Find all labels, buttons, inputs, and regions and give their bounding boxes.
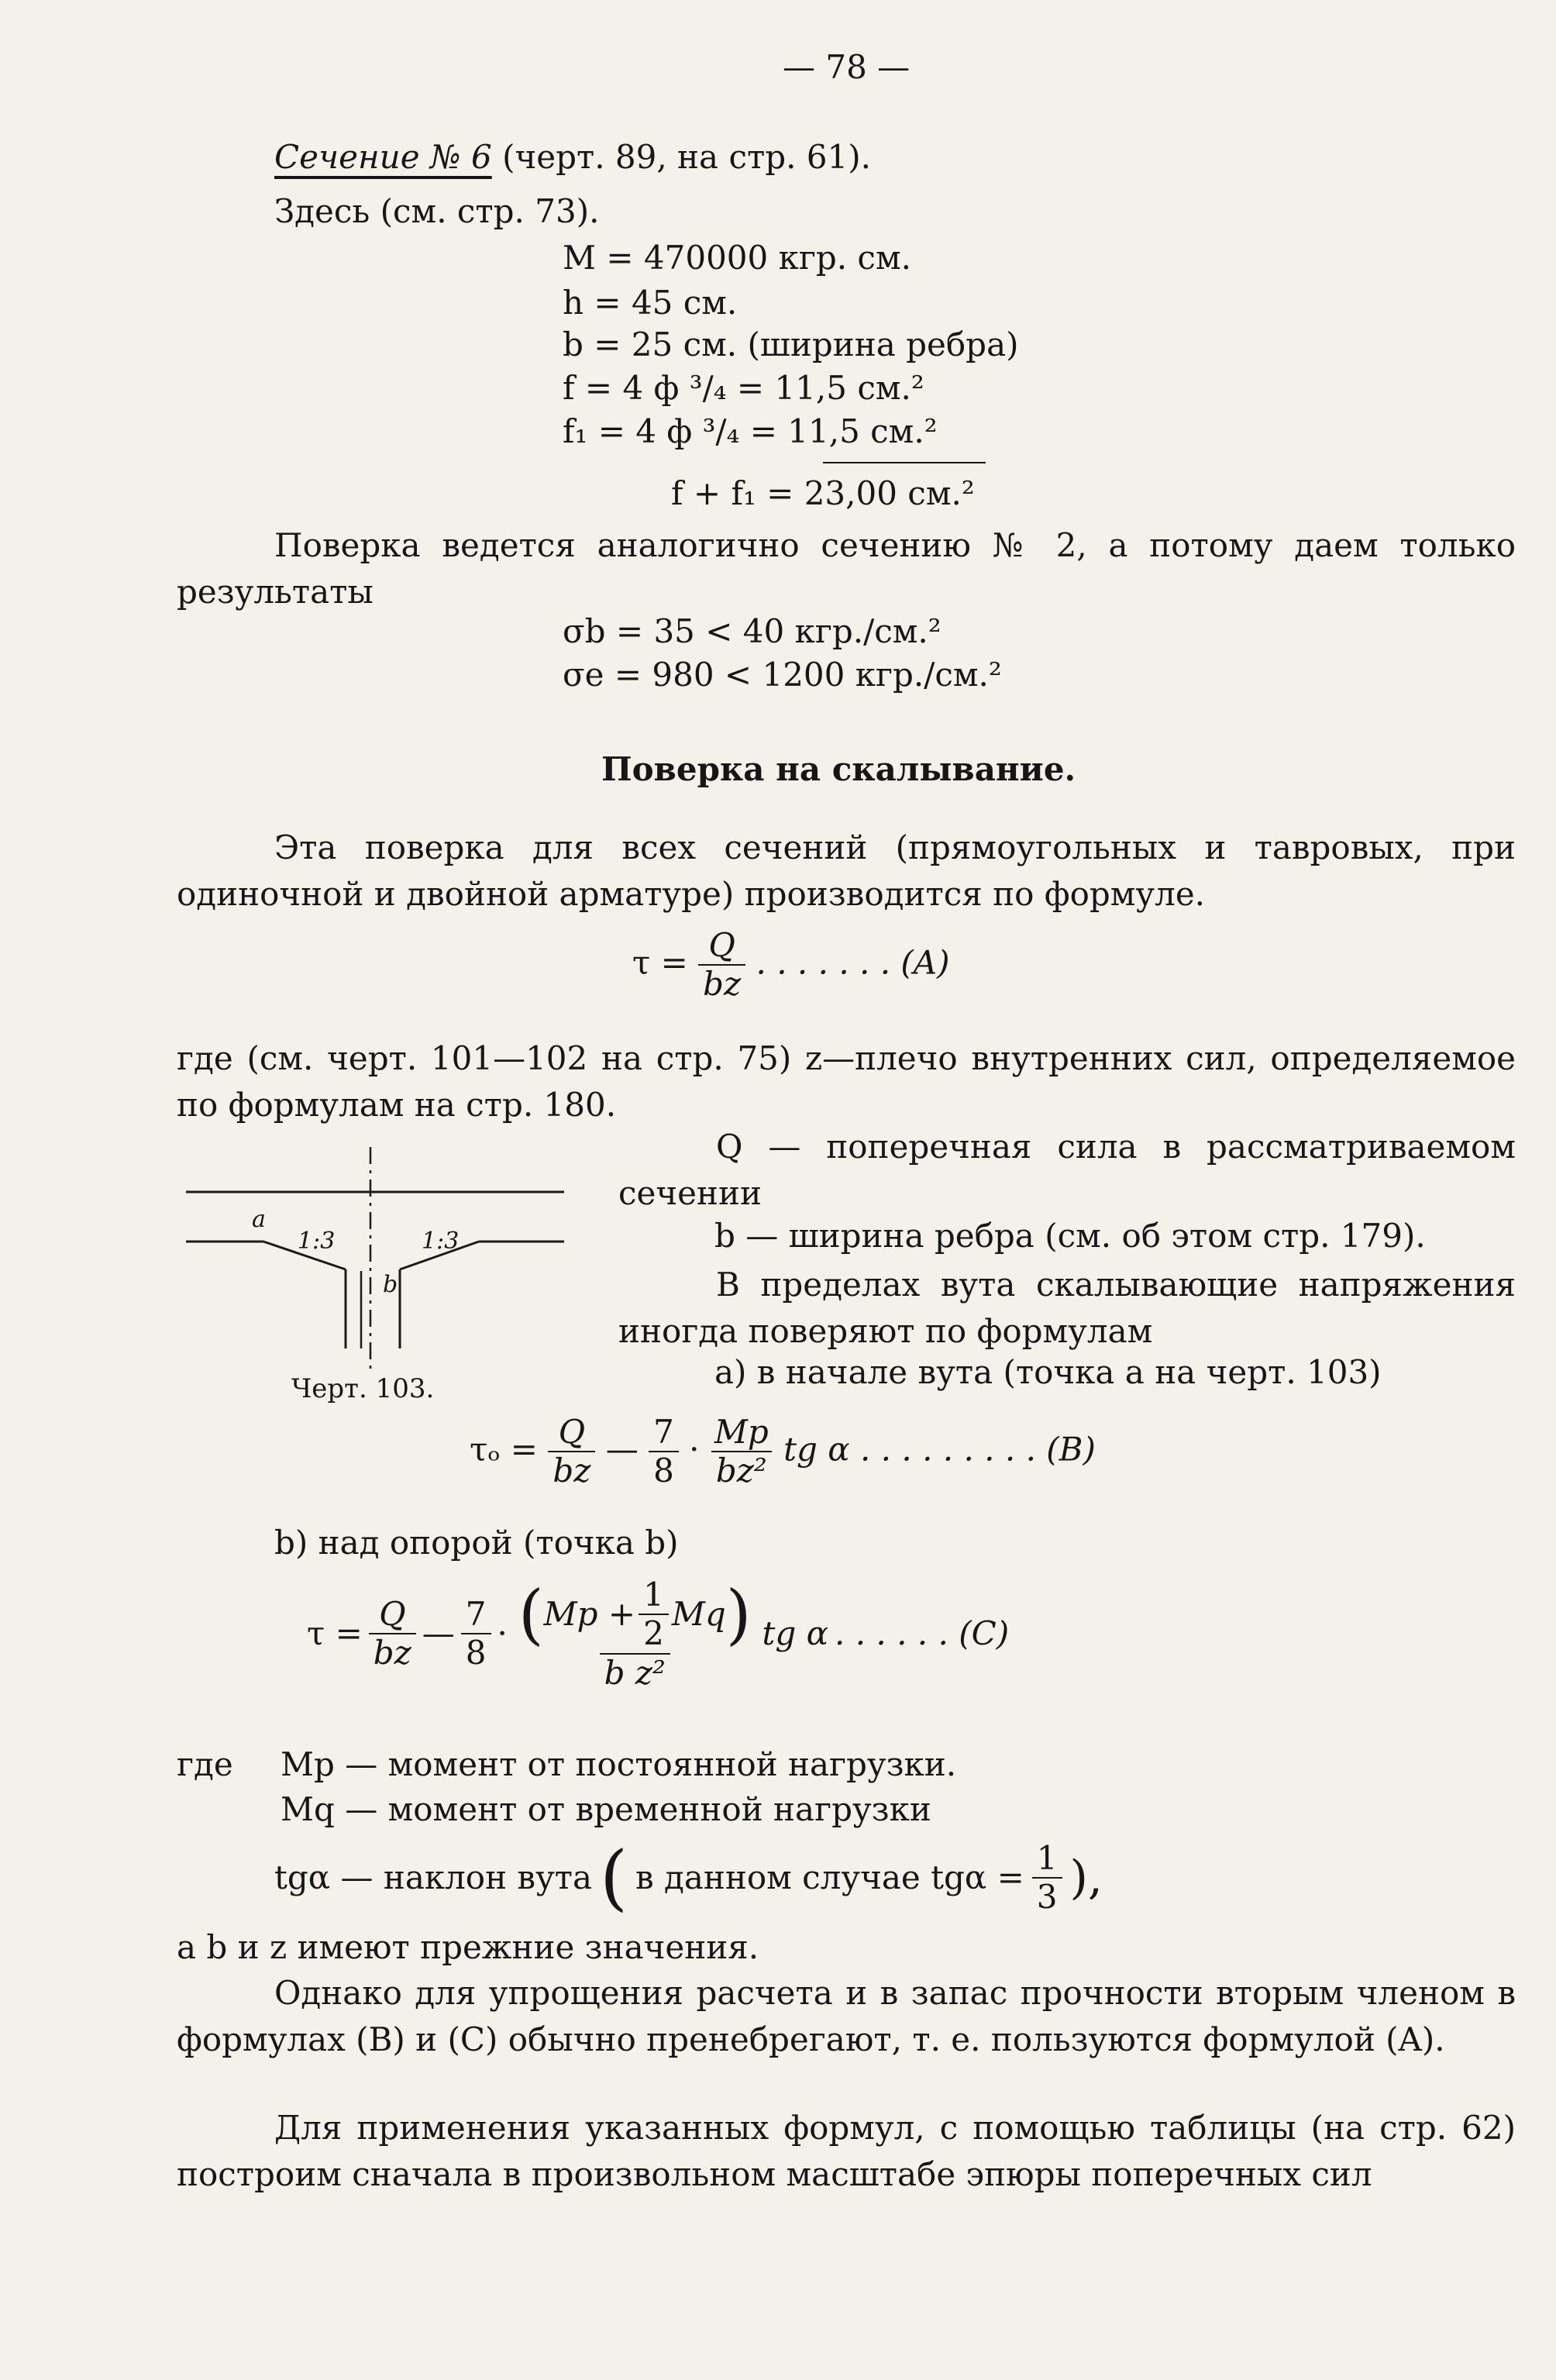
page-number: — 78 — [783, 48, 911, 86]
formula-B [470, 1414, 1096, 1490]
formula-C-f1-den: bz [369, 1633, 416, 1672]
def-mq: Mq — момент от временной нагрузки [281, 1790, 931, 1828]
def-tg-end: ), [1069, 1851, 1103, 1906]
def-tg-num: 1 [1036, 1839, 1058, 1877]
formula-C-frac1 [369, 1596, 416, 1672]
case-b: b) над опорой (точка b) [274, 1524, 679, 1562]
shear-heading: Поверка на скалывание. [601, 750, 1076, 788]
where-paragraph [177, 1035, 1516, 1128]
formula-B-dot: · [689, 1430, 700, 1469]
vut-text: В пределах вута скалывающие напряжения иногда поверяют по формулам [618, 1266, 1516, 1350]
value-M: М = 470000 кгр. см. [563, 239, 911, 277]
formula-A [632, 927, 950, 1004]
formula-B-tag: . . . . . . . . . (B) [859, 1430, 1096, 1469]
formula-C-bigfrac [514, 1576, 756, 1692]
figure-caption: Черт. 103. [291, 1373, 435, 1404]
defs-where: где [177, 1745, 233, 1783]
value-f1: f₁ = 4 ф ³/₄ = 11,5 см.² [563, 412, 938, 450]
b-definition: b — ширина ребра (см. об этом стр. 179). [714, 1217, 1426, 1255]
formula-B-f1-den: bz [548, 1451, 595, 1490]
Q-definition [618, 1124, 1516, 1217]
simplify-paragraph [177, 1970, 1516, 2063]
figure-label-13-left: 1:3 [298, 1228, 336, 1255]
formula-C-half-num: 1 [643, 1576, 664, 1614]
value-h: h = 45 см. [563, 284, 738, 322]
figure-103-drawing [177, 1139, 580, 1395]
formula-B-f2-den: 8 [649, 1451, 679, 1490]
Q-def-text: Q — поперечная сила в рассматриваемом сечении [618, 1128, 1516, 1212]
formula-C-lhs: τ = [307, 1614, 363, 1653]
check-paragraph [177, 522, 1516, 615]
final-text: Для применения указанных формул, с помощью таблицы (на стр. 62) построим сначала в произвольном масштабе эпюры поперечных сил [177, 2109, 1516, 2193]
sigma-e: σe = 980 < 1200 кгр./см.² [563, 656, 1002, 694]
def-tg-left: tgα — наклон вута [274, 1858, 593, 1897]
def-tg-open-paren: ( [600, 1836, 628, 1920]
formula-C-half [639, 1576, 669, 1653]
formula-C-tag: . . . . . . (C) [835, 1614, 1010, 1653]
value-b: b = 25 см. (ширина ребра) [563, 325, 1019, 363]
shear-paragraph [177, 825, 1516, 918]
def-tg-paren-text: в данном случае tgα = [635, 1858, 1024, 1897]
formula-A-den: bz [698, 964, 745, 1003]
shear-para-text: Эта поверка для всех сечений (прямоугольных и тавровых, при одиночной и двойной арматуре) производится по формуле. [177, 828, 1516, 913]
formula-B-f1-num: Q [558, 1413, 586, 1451]
def-tg-line [274, 1836, 1103, 1920]
section-heading-line [274, 138, 871, 177]
formula-B-f2-num: 7 [653, 1413, 674, 1451]
formula-C [307, 1576, 1009, 1692]
formula-C-f2-den: 8 [461, 1633, 491, 1672]
figure-label-a: a [252, 1206, 266, 1233]
formula-B-minus: — [605, 1430, 639, 1469]
formula-C-mq: Mq [671, 1595, 726, 1634]
formula-C-mp: Mp + [543, 1595, 636, 1634]
formula-B-frac3 [710, 1414, 773, 1490]
formula-B-f3-num: Mp [714, 1413, 769, 1451]
formula-B-frac2 [649, 1414, 679, 1490]
sum-rule [823, 462, 986, 463]
formula-C-minus: — [422, 1614, 455, 1653]
formula-C-dot: · [497, 1614, 508, 1653]
def-tg-fraction [1032, 1840, 1062, 1917]
formula-A-fraction [698, 927, 745, 1004]
section-ref: (черт. 89, на стр. 61). [502, 138, 871, 176]
formula-C-f2-num: 7 [465, 1595, 487, 1634]
formula-C-den: b z² [600, 1653, 670, 1692]
section-title: Сечение № 6 [274, 138, 492, 176]
check-text: Поверка ведется аналогично сечению № 2, а потому даем только результаты [177, 526, 1516, 611]
formula-A-tag: . . . . . . . (A) [756, 943, 950, 982]
formula-C-tg: tg α [762, 1614, 828, 1653]
def-mp: Mp — момент от постоянной нагрузки. [281, 1745, 957, 1783]
simplify-text: Однако для упрощения расчета и в запас прочности вторым членом в формулах (B) и (C) обычно пренебрегают, т. е. пользуются формулой (A). [177, 1974, 1516, 2058]
prev-values: a b и z имеют прежние значения. [177, 1928, 759, 1966]
section-intro: Здесь (см. стр. 73). [274, 192, 600, 230]
figure-label-b: b [383, 1271, 398, 1298]
formula-B-f3-den: bz² [711, 1451, 772, 1490]
formula-A-num: Q [708, 926, 735, 964]
formula-C-half-den: 2 [639, 1614, 669, 1652]
case-a: a) в начале вута (точка a на черт. 103) [714, 1353, 1382, 1391]
formula-B-frac1 [548, 1414, 595, 1490]
formula-C-bignum: ( Mp + $\frac{1}{2}$ Mq ) [518, 1576, 752, 1653]
value-sum: f + f₁ = 23,00 см.² [671, 474, 975, 512]
def-tg-den: 3 [1032, 1877, 1062, 1916]
sigma-b: σb = 35 < 40 кгр./см.² [563, 612, 942, 650]
formula-C-f1-num: Q [379, 1595, 406, 1634]
figure-label-13-right: 1:3 [422, 1228, 460, 1255]
vut-paragraph [618, 1262, 1516, 1355]
formula-B-tg: tg α [783, 1430, 850, 1469]
value-f: f = 4 ф ³/₄ = 11,5 см.² [563, 369, 924, 407]
formula-A-lhs: τ = [632, 943, 688, 982]
formula-C-frac2 [461, 1596, 491, 1672]
where-text: где (см. черт. 101—102 на стр. 75) z—плечо внутренних сил, определяемое по формулам на стр. 180. [177, 1039, 1516, 1124]
final-paragraph [177, 2105, 1516, 2198]
formula-B-lhs: τₒ = [470, 1430, 538, 1469]
